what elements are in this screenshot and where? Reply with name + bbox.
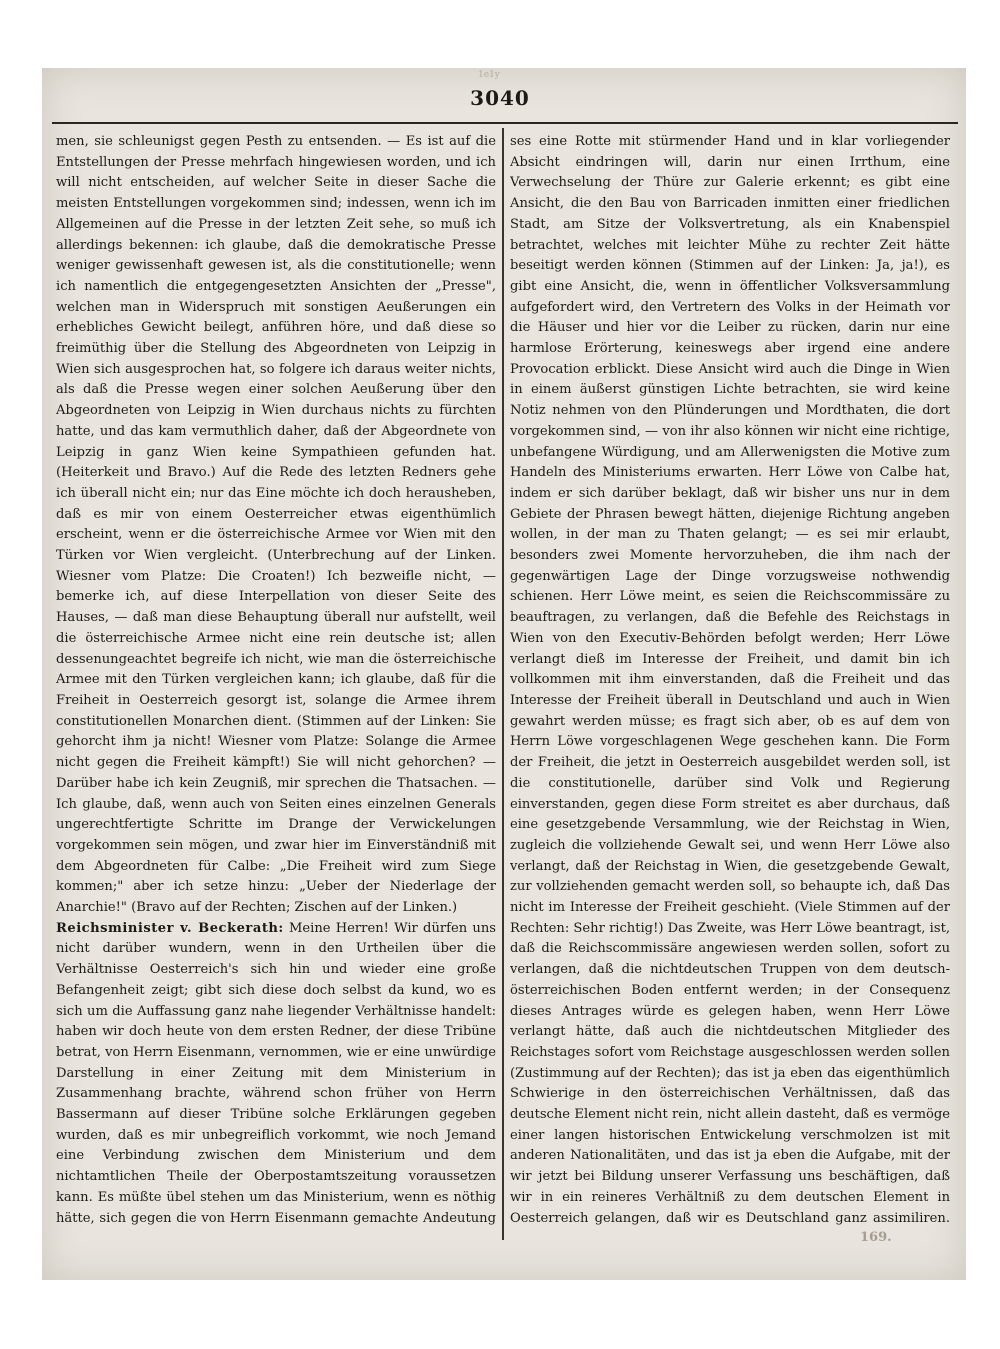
right-column xyxy=(510,132,950,1232)
library-stamp: 1e1y xyxy=(478,70,500,80)
speaker-paragraph xyxy=(56,919,496,1232)
header-rule xyxy=(52,122,958,124)
footer-stamp: 169. xyxy=(860,1230,892,1245)
left-column xyxy=(56,132,496,1232)
column-divider xyxy=(502,128,504,1240)
speaker-name: Reichsminister v. Beckerath: xyxy=(56,920,284,936)
right-paragraph: ses eine Rotte mit stürmender Hand und in klar vorliegender Absicht eindringen will, darin nur einen Irrthum, eine Verwechselung der Thüre zur Galerie erkennt; es gibt eine Ansicht, die den Bau von Barricaden inmitten einer friedlichen Stadt, am Sitze der Volksvertretung, als ein Knabenspiel betrachtet, welches mit leichter Mühe zu rechter Zeit hätte beseitigt werden können (Stimmen auf der Linken: Ja, ja!), es gibt eine Ansicht, die, wenn in öffentlicher Volksversammlung aufgefordert wird, den Vertretern des Volks in der Heimath vor die Häuser und hier vor die Leiber zu rücken, darin nur eine harmlose Erörterung, keineswegs aber irgend eine andere Provocation erblickt. Diese Ansicht wird auch die Dinge in Wien in einem äußerst günstigen Lichte betrachten, sie wird keine Notiz nehmen von den Plünderungen und Mordthaten, die dort vorgekommen sind, — von ihr also können wir nicht eine richtige, unbefangene Würdigung, und am Allerwenigsten die Motive zum Handeln des Ministeriums erwarten. Herr Löwe von Calbe hat, indem er sich darüber beklagt, daß wir bisher uns nur in dem Gebiete der Phrasen bewegt hätten, diejenige Richtung angeben wollen, in der man zu Thaten gelangt; — es sei mir erlaubt, besonders zwei Momente hervorzuheben, die ihm nach der gegenwärtigen Lage der Dinge vorzugsweise nothwendig schienen. Herr Löwe meint, es seien die Reichscommissäre zu beauftragen, zu verlangen, daß die Befehle des Reichstags in Wien von den Executiv-Behörden befolgt werden; Herr Löwe verlangt dieß im Interesse der Freiheit, und damit bin ich vollkommen mit ihm einverstanden, daß die Freiheit und das Interesse der Freiheit überall in Deutschland und auch in Wien gewahrt werden müsse; es fragt sich aber, ob es auf dem von Herrn Löwe vorgeschlagenen Wege geschehen kann. Die Form der Freiheit, die jetzt in Oesterreich ausgebildet werden soll, ist die constitutionelle, darüber sind Volk und Regierung einverstanden, gegen diese Form streitet es aber durchaus, daß eine gesetzgebende Versammlung, wie der Reichstag in Wien, zugleich die vollziehende Gewalt sei, und wenn Herr Löwe also verlangt, daß der Reichstag in Wien, die gesetzgebende Gewalt, zur vollziehenden gemacht werden soll, so behaupte ich, daß Das nicht im Interesse der Freiheit geschieht. (Viele Stimmen auf der Rechten: Sehr richtig!) Das Zweite, was Herr Löwe beantragt, ist, daß die Reichscommissäre angewiesen werden sollen, sofort zu verlangen, daß die nichtdeutschen Truppen von dem deutsch-österreichischen Boden entfernt werden; in der Consequenz dieses Antrages würde es gelegen haben, wenn Herr Löwe verlangt hätte, daß auch die nichtdeutschen Mitglieder des Reichstages sofort vom Reichstage ausgeschlossen werden sollen (Zustimmung auf der Rechten); das ist ja eben das eigenthümlich Schwierige in den österreichischen Verhältnissen, daß das deutsche Element nicht rein, nicht allein dasteht, daß es vermöge einer langen historischen Entwickelung verschmolzen ist mit anderen Nationalitäten, und das ist ja eben die Aufgabe, mit der wir jetzt bei Bildung unserer Verfassung uns beschäftigen, daß wir in ein reineres Verhältniß zu dem deutschen Element in Oesterreich gelangen, daß wir es Deutschland ganz assimiliren. xyxy=(510,134,950,1226)
speech-text: Meine Herren! Wir dürfen uns nicht darüber wundern, wenn in den Urtheilen über die Verhältnisse Oesterreich's sich hin und wieder eine große Befangenheit zeigt; gibt sich diese doch selbst da kund, wo es sich um die Auffassung ganz nahe liegender Verhältnisse handelt: haben wir doch heute von dem ersten Redner, der diese Tribüne betrat, von Herrn Eisenmann, vernommen, wie er eine unwürdige Darstellung in einer Zeitung mit dem Ministerium in Zusammenhang brachte, während schon früher von Herrn Bassermann auf dieser Tribüne solche Erklärungen gegeben wurden, daß es mir unbegreiflich vorkommt, wie noch Jemand eine Verbindung zwischen dem Ministerium und dem nichtamtlichen Theile der Oberpostamtszeitung voraussetzen kann. Es müßte übel stehen um das Ministerium, wenn es nöthig hätte, sich gegen die von Herrn Eisenmann gemachte Andeutung xyxy=(56,920,496,1226)
left-paragraph: men, sie schleunigst gegen Pesth zu entsenden. — Es ist auf die Entstellungen der Presse mehrfach hingewiesen worden, und ich will nicht entscheiden, auf welcher Seite in dieser Sache die meisten Entstellungen vorgekommen sind; indessen, wenn ich im Allgemeinen auf die Presse in der letzten Zeit sehe, so muß ich allerdings bekennen: ich glaube, daß die demokratische Presse weniger gewissenhaft gewesen ist, als die constitutionelle; wenn ich namentlich die entgegengesetzten Ansichten der „Presse", welchen man in Widerspruch mit sonstigen Aeußerungen ein erhebliches Gewicht beilegt, anführen höre, und daß diese so freimüthig über die Stellung des Abgeordneten von Leipzig in Wien sich ausgesprochen hat, so folgere ich daraus weiter nichts, als daß die Presse wegen einer solchen Aeußerung über den Abgeordneten von Leipzig in Wien durchaus nichts zu fürchten hatte, und das kam vermuthlich daher, daß der Abgeordnete von Leipzig in ganz Wien keine Sympathieen gefunden hat. (Heiterkeit und Bravo.) Auf die Rede des letzten Redners gehe ich überall nicht ein; nur das Eine möchte ich doch herausheben, daß es mir von einem Oesterreicher etwas eigenthümlich erscheint, wenn er die österreichische Armee vor Wien mit den Türken vor Wien vergleicht. (Unterbrechung auf der Linken. Wiesner vom Platze: Die Croaten!) Ich bezweifle nicht, — bemerke ich, auf diese Interpellation von dieser Seite des Hauses, — daß man diese Behauptung überall nur aufstellt, weil die österreichische Armee nicht eine rein deutsche ist; allen dessenungeachtet begreife ich nicht, wie man die österreichische Armee mit den Türken vergleichen kann; ich glaube, daß für die Freiheit in Oesterreich gesorgt ist, solange die Armee ihrem constitutionellen Monarchen dient. (Stimmen auf der Linken: Sie gehorcht ihm ja nicht! Wiesner vom Platze: Solange die Armee nicht gegen die Freiheit kämpft!) Sie will nicht gehorchen? — Darüber habe ich kein Zeugniß, mir sprechen die Thatsachen. — Ich glaube, daß, wenn auch von Seiten eines einzelnen Generals ungerechtfertigte Schritte im Drange der Verwickelungen vorgekommen sein mögen, und zwar hier im Einverständniß mit dem Abgeordneten für Calbe: „Die Freiheit wird zum Siege kommen;" aber ich setze hinzu: „Ueber der Niederlage der Anarchie!" (Bravo auf der Rechten; Zischen auf der Linken.) xyxy=(56,134,496,916)
page-number: 3040 xyxy=(470,86,530,110)
